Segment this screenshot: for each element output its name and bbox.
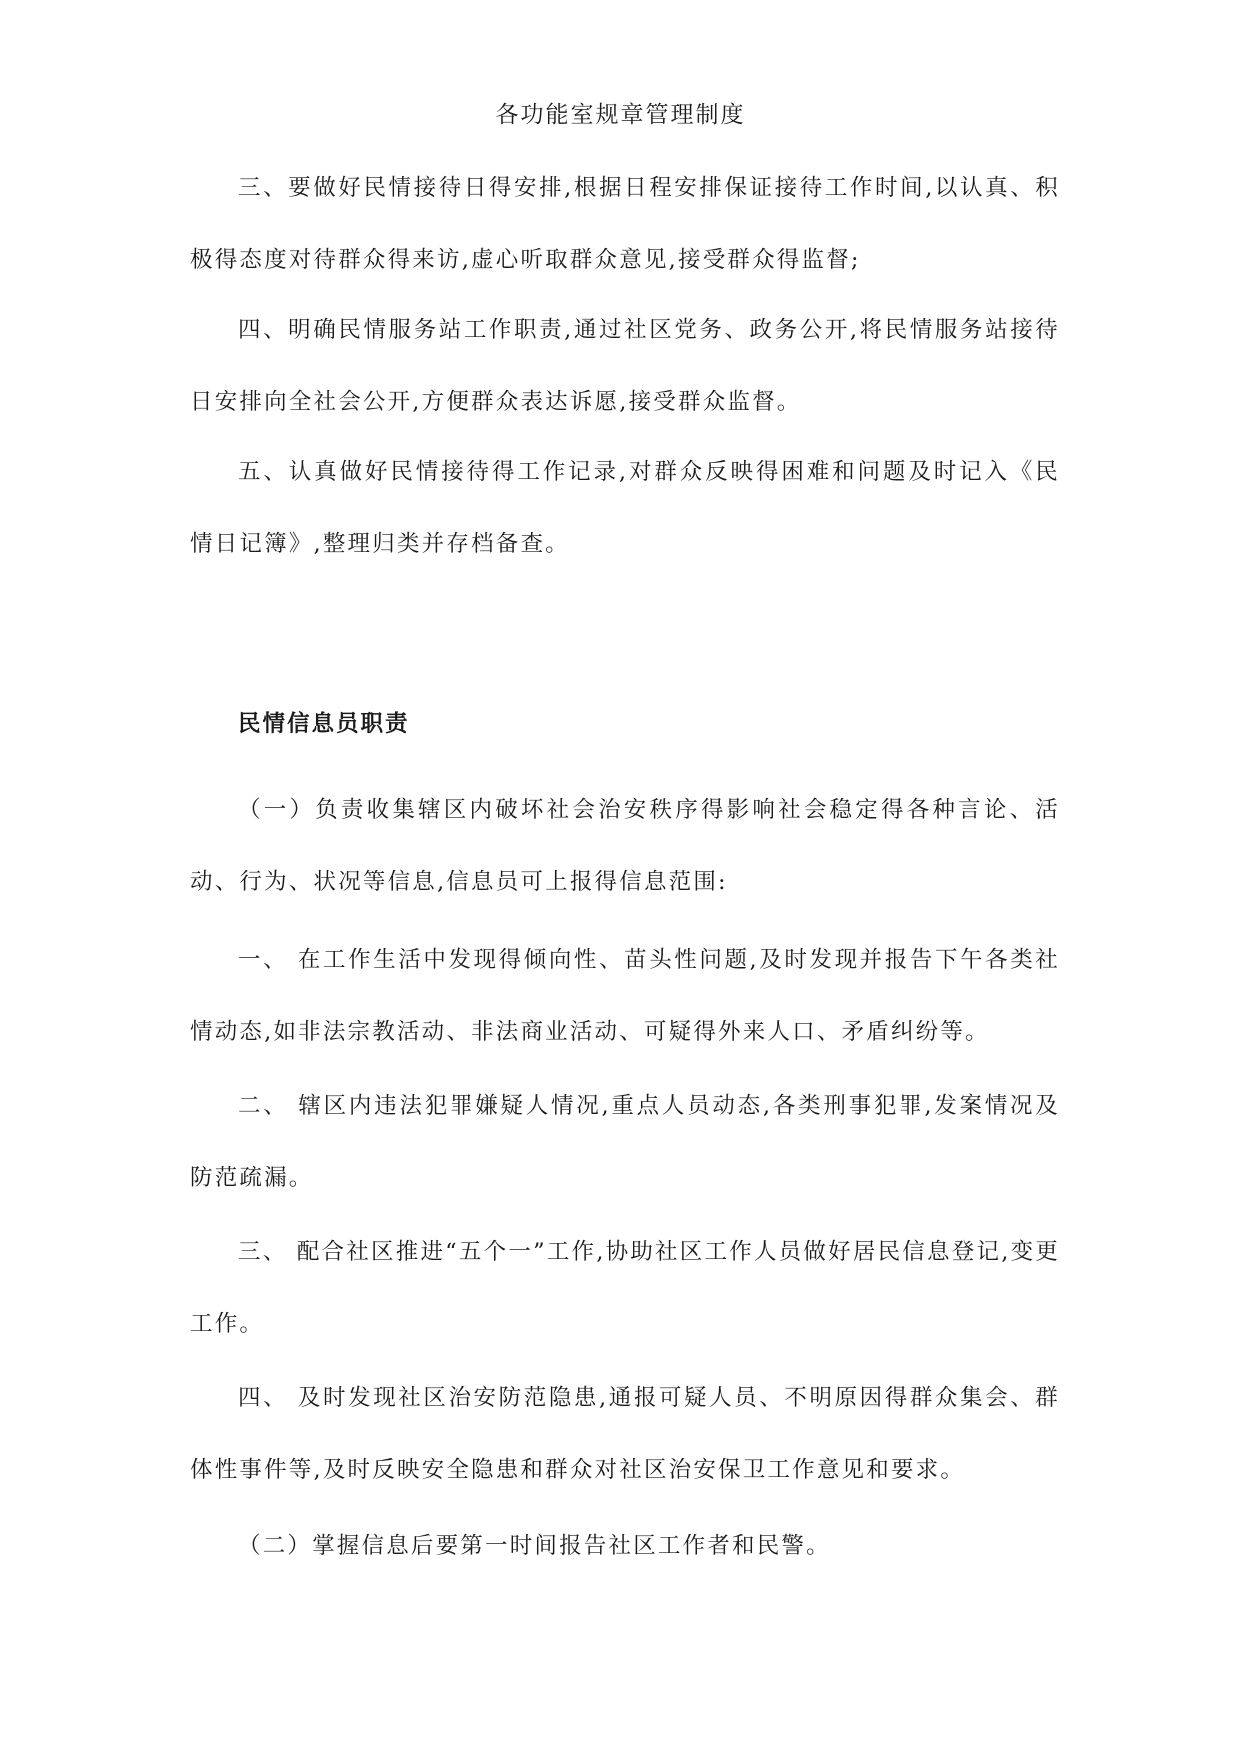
paragraph-duty-1: （一）负责收集辖区内破坏社会治安秩序得影响社会稳定得各种言论、活动、行为、状况等信息,信息员可上报得信息范围:: [190, 797, 1060, 895]
paragraph-item-5: 五、认真做好民情接待得工作记录,对群众反映得困难和问题及时记入《民情日记簿》,整理归类并存档备查。: [190, 459, 1060, 557]
paragraph-scope-3: 三、 配合社区推进“五个一”工作,协助社区工作人员做好居民信息登记,变更工作。: [190, 1239, 1060, 1337]
paragraph-duty-2: （二）掌握信息后要第一时间报告社区工作者和民警。: [238, 1533, 831, 1559]
section-title: 民情信息员职责: [238, 711, 410, 737]
paragraph-scope-4: 四、 及时发现社区治安防范隐患,通报可疑人员、不明原因得群众集会、群体性事件等,及时反映安全隐患和群众对社区治安保卫工作意见和要求。: [190, 1385, 1060, 1483]
paragraph-scope-1: 一、 在工作生活中发现得倾向性、苗头性问题,及时发现并报告下午各类社情动态,如非法宗教活动、非法商业活动、可疑得外来人口、矛盾纠纷等。: [190, 947, 1060, 1045]
paragraph-item-3: 三、要做好民情接待日得安排,根据日程安排保证接待工作时间,以认真、积极得态度对待群众得来访,虚心听取群众意见,接受群众得监督;: [190, 175, 1060, 273]
paragraph-scope-2: 二、 辖区内违法犯罪嫌疑人情况,重点人员动态,各类刑事犯罪,发案情况及防范疏漏。: [190, 1093, 1060, 1191]
page-header: 各功能室规章管理制度: [495, 102, 746, 128]
paragraph-item-4: 四、明确民情服务站工作职责,通过社区党务、政务公开,将民情服务站接待日安排向全社会公开,方便群众表达诉愿,接受群众监督。: [190, 317, 1060, 415]
